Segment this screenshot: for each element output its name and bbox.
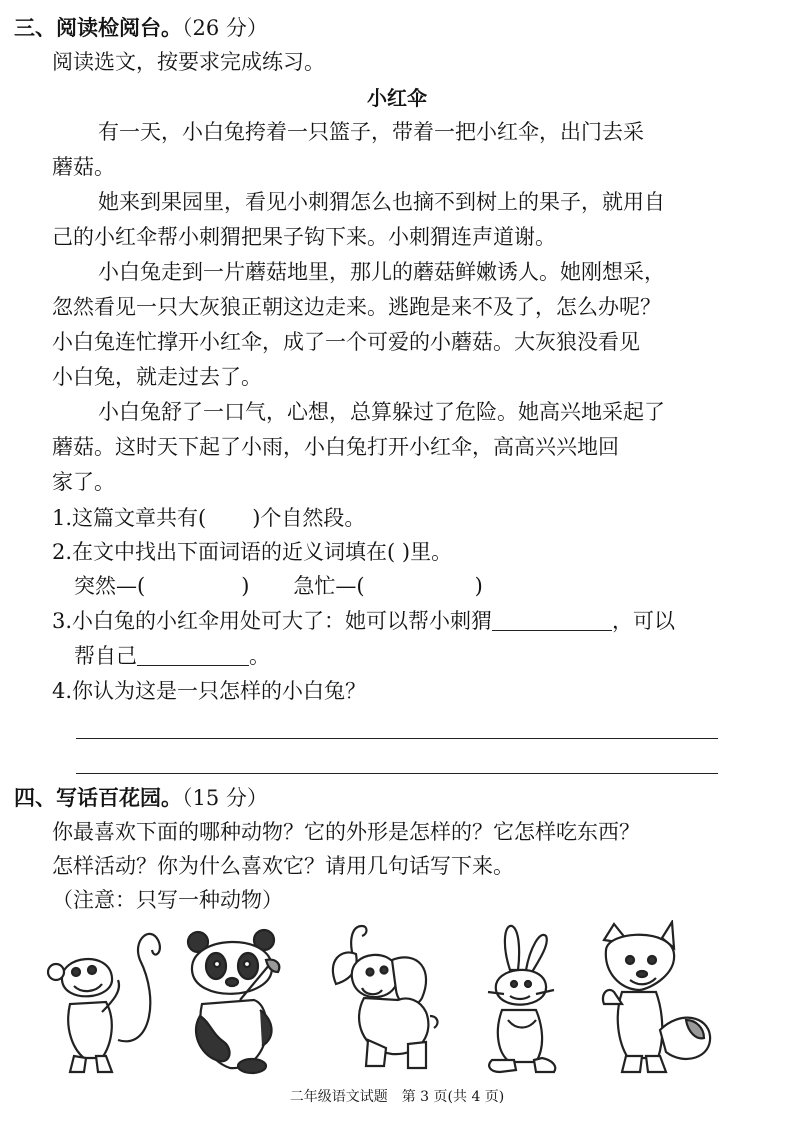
story-line: 小白兔走到一片蘑菇地里，那儿的蘑菇鲜嫩诱人。她刚想采， — [98, 260, 665, 284]
question-3-text-b: ，可以 — [612, 609, 676, 633]
animals-illustration — [40, 920, 740, 1080]
rabbit-icon — [488, 926, 555, 1072]
answer-line[interactable] — [76, 773, 718, 774]
story-line: 她来到果园里，看见小刺猬怎么也摘不到树上的果子，就用自 — [98, 190, 665, 214]
question-2: 2.在文中找出下面词语的近义词填在( )里。 — [52, 540, 453, 564]
section4-score: （15 分） — [182, 786, 268, 810]
story-line: 小白兔舒了一口气，心想，总算躲过了危险。她高兴地采起了 — [98, 400, 665, 424]
question-1 — [52, 502, 365, 534]
fox-icon — [603, 922, 710, 1072]
question-3-blank-1[interactable] — [492, 608, 612, 631]
page-footer: 二年级语文试题 第 3 页(共 4 页) — [289, 1089, 505, 1105]
section3-heading-row — [14, 12, 268, 44]
section4-note: （注意：只写一种动物） — [52, 888, 283, 912]
question-3-text-c: 帮自己 — [74, 644, 137, 668]
section4-heading-row — [14, 782, 268, 814]
question-1-text: 1.这篇文章共有( — [52, 506, 207, 530]
section4-prompt-line1: 你最喜欢下面的哪种动物？它的外形是怎样的？它怎样吃东西？ — [52, 820, 640, 844]
story-line: 小白兔连忙撑开小红伞，成了一个可爱的小蘑菇。大灰狼没看见 — [52, 330, 640, 354]
story-line: 家了。 — [52, 470, 115, 494]
story-line: 忽然看见一只大灰狼正朝这边走来。逃跑是来不及了，怎么办呢？ — [52, 295, 661, 319]
synonym-2-label: 急忙—( — [293, 574, 365, 598]
elephant-icon — [333, 926, 438, 1068]
synonym-1-close: ) — [241, 574, 250, 598]
synonym-2-close: ) — [474, 574, 483, 598]
section4-heading: 四、写话百花园。 — [14, 786, 182, 810]
section3-score: （26 分） — [182, 16, 268, 40]
answer-line[interactable] — [76, 738, 718, 739]
question-3-text-d: 。 — [249, 644, 270, 668]
question-1-text-end: )个自然段。 — [252, 506, 366, 530]
story-title: 小红伞 — [367, 86, 427, 110]
question-2-words — [74, 570, 483, 602]
question-3-blank-2[interactable] — [137, 643, 249, 666]
story-line: 己的小红伞帮小刺猬把果子钩下来。小刺猬连声道谢。 — [52, 225, 556, 249]
story-line: 蘑菇。这时天下起了小雨，小白兔打开小红伞，高高兴兴地回 — [52, 435, 619, 459]
question-3-line1 — [52, 605, 675, 637]
story-line: 小白兔，就走过去了。 — [52, 365, 262, 389]
story-line: 有一天，小白兔挎着一只篮子，带着一把小红伞，出门去采 — [98, 120, 644, 144]
section4-prompt-line2: 怎样活动？你为什么喜欢它？请用几句话写下来。 — [52, 854, 514, 878]
synonym-1-label: 突然—( — [74, 574, 146, 598]
section3-heading: 三、阅读检阅台。 — [14, 16, 182, 40]
panda-icon — [188, 930, 279, 1073]
question-4: 4.你认为这是一只怎样的小白兔？ — [52, 679, 367, 703]
story-line: 蘑菇。 — [52, 155, 115, 179]
question-3-text: 3.小白兔的小红伞用处可大了：她可以帮小刺猬 — [52, 609, 493, 633]
question-3-line2 — [74, 640, 270, 672]
monkey-icon — [48, 934, 160, 1072]
section3-instruction: 阅读选文，按要求完成练习。 — [52, 50, 325, 74]
